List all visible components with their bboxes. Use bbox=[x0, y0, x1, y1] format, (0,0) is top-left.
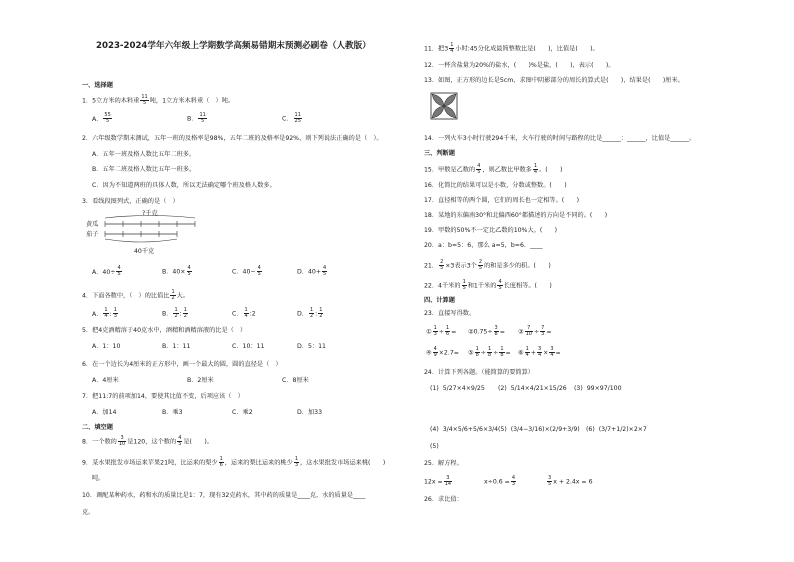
q24-item-2: (2) 5/14×4/21×15/26 bbox=[498, 385, 567, 392]
question-19: 19．甲数的50%不一定比乙数的10%大。( ) bbox=[424, 227, 558, 234]
question-2-option-c[interactable]: C．因为不知道两班的具体人数，所以无法确定哪个班及格人数多。 bbox=[92, 182, 276, 189]
q23-item-5: ⑤ $\frac{1}{8}$ ÷ $\frac{1}{8}$ ÷ $\frac{1}{8}$ = bbox=[468, 346, 511, 358]
question-16: 16．化简比的结果可以是小数，分数或整数。( ) bbox=[424, 182, 567, 189]
question-9: 9．某水果批发市场运来苹果21吨，比运来的梨少 $\frac{1}{6}$ ，运来的梨比运来的桃少 $\frac{1}{3}$ ，这水果批发市场运来桃( ) bbox=[82, 456, 386, 468]
question-20: 20．a：b=5：6，那么 a=5，b=6．____ bbox=[424, 242, 543, 249]
section-judgement: 三、判断题 bbox=[424, 150, 455, 157]
question-1-options bbox=[92, 112, 301, 124]
question-6-option-c[interactable]: C．8厘米 bbox=[282, 377, 309, 384]
question-9-tail: 吨。 bbox=[92, 475, 105, 482]
segment-bottom-label: 40千克 bbox=[134, 248, 155, 255]
section-fill-blank: 二、填空题 bbox=[82, 424, 113, 431]
question-23: 23．直接写得数。 bbox=[424, 310, 476, 317]
question-5-option-c[interactable]: C．10：11 bbox=[232, 343, 265, 350]
question-3: 3．看线段图列式，正确的是（ ） bbox=[82, 198, 179, 205]
option-c[interactable]: C． $\frac{11}{25}$ bbox=[282, 112, 301, 124]
question-24: 24．计算下列各题。（能简算的要简算） bbox=[424, 369, 534, 376]
question-4: 4．下面各数中，（ ）的比值比 $\frac{1}{2}$ 大。 bbox=[82, 289, 190, 301]
question-13: 13．如图，正方形的边长是5cm，求图中阴影部分的周长的算式是( )，结果是( )厘米。 bbox=[424, 77, 684, 84]
question-7-option-c[interactable]: C．乘2 bbox=[232, 409, 253, 416]
question-17: 17．直径相等的两个圆，它们的周长也一定相等。( ) bbox=[424, 197, 580, 204]
question-26: 26．求比值： bbox=[424, 496, 463, 503]
question-6-option-b[interactable]: B．2厘米 bbox=[187, 377, 214, 384]
question-5-option-b[interactable]: B．1：11 bbox=[162, 343, 191, 350]
question-10-tail: 克。 bbox=[82, 509, 95, 516]
q23-item-6: ⑥ $\frac{1}{4}$ + $\frac{3}{4}$ × $\frac{3}{4}$ = bbox=[518, 346, 561, 358]
question-8: 8．一个数的 $\frac{3}{10}$ 是120，这个数的 $\frac{4}{5}$ 是( )。 bbox=[82, 435, 213, 447]
question-7: 7．把11:7的前项加14，要使其比值不变，后项应该（ ） bbox=[82, 393, 244, 400]
question-22: 22．4千米的 $\frac{1}{5}$ 和1千米的 $\frac{4}{5}$ 长度相等。( ) bbox=[424, 279, 552, 291]
option-c[interactable]: C．40− $\frac{4}{5}$ bbox=[232, 265, 261, 277]
question-1: 1．5立方米的木料重 $\frac{11}{5}$ 吨，1立方米木料重（ ）吨。 bbox=[82, 94, 235, 106]
question-3-options bbox=[92, 266, 392, 277]
question-7-option-b[interactable]: B．乘3 bbox=[162, 409, 183, 416]
option-b[interactable]: B．40× $\frac{4}{5}$ bbox=[162, 265, 191, 277]
q25-item-1: 12x = $\frac{3}{14}$ bbox=[424, 475, 452, 487]
section-choice: 一、选择题 bbox=[82, 82, 113, 89]
question-21: 21． $\frac{2}{5}$ ×3表示3个 $\frac{2}{5}$ 的和是多少的积。( ) bbox=[424, 259, 551, 271]
option-a[interactable]: A． $\frac{1}{4}$ : $\frac{1}{3}$ bbox=[92, 307, 117, 319]
question-11: 11．把3 $\frac{1}{4}$ 小时:45分化成最简整数比是( )，比值是( )。 bbox=[424, 42, 599, 54]
option-b[interactable]: B． $\frac{1}{2}$ : $\frac{1}{2}$ bbox=[162, 307, 187, 319]
option-d[interactable]: D．40+ $\frac{4}{5}$ bbox=[297, 265, 327, 277]
question-5: 5．把4克酒精溶于40克水中，酒精和酒精溶液的比是（ ） bbox=[82, 327, 247, 334]
page-title: 2023-2024学年六年级上学期数学高频易错期末预测必刷卷（人教版） bbox=[96, 41, 371, 51]
q23-item-2: ②0.75÷ $\frac{3}{8}$ = bbox=[468, 325, 505, 337]
q24-item-3: (3) 99×97/100 bbox=[574, 385, 622, 392]
segment-eggplant-label: 茄子 bbox=[86, 231, 99, 238]
option-b[interactable]: B． $\frac{11}{5}$ bbox=[187, 112, 206, 124]
square-leaf-figure bbox=[430, 92, 458, 120]
question-15: 15．甲数是乙数的 $\frac{4}{5}$ ，则乙数比甲数多 $\frac{1}{4}$ 。( ) bbox=[424, 163, 563, 175]
question-2-option-b[interactable]: B．五年二班及格人数比五年一班多。 bbox=[92, 166, 196, 173]
q23-item-4: ④ $\frac{4}{9}$ ×2.7= bbox=[426, 346, 459, 358]
q24-item-5: (5) (3/4−3/16)×(2/9+3/9) bbox=[498, 426, 580, 433]
question-25: 25．解方程。 bbox=[424, 460, 463, 467]
question-6: 6．在一个边长为4厘米的正方形中，画一个最大的圆，圆的直径是（ ） bbox=[82, 361, 282, 368]
question-12: 12．一杯含盐量为20%的盐水，( )%是盐，( )，表示( )。 bbox=[424, 62, 615, 69]
segment-cucumber-label: 黄瓜 bbox=[86, 221, 99, 228]
q25-item-2: x÷0.6 = $\frac{4}{3}$ bbox=[484, 475, 516, 487]
question-2: 2．六年级数学期末测试，五年一班的及格率是98%，五年二班的及格率是92%，则下列说法正确的是（ ）。 bbox=[82, 135, 383, 142]
option-c[interactable]: C． $\frac{1}{4}$ :2 bbox=[232, 307, 256, 319]
question-4-options bbox=[92, 308, 392, 319]
option-a[interactable]: A． $\frac{55}{5}$ bbox=[92, 112, 111, 124]
q24-item-5-repeat: (5) bbox=[430, 443, 439, 450]
section-calculation: 四、计算题 bbox=[424, 297, 455, 304]
q23-item-3: ③ $\frac{7}{10}$ ÷ $\frac{7}{3}$ = bbox=[518, 325, 552, 337]
segment-top-label: ?千克 bbox=[142, 210, 158, 217]
q24-item-1: (1) 5/27×4×9/25 bbox=[430, 385, 485, 392]
question-5-option-d[interactable]: D．5：11 bbox=[297, 343, 326, 350]
q23-item-1: ① $\frac{1}{3}$ ÷ $\frac{1}{6}$ = bbox=[426, 325, 457, 337]
question-10: 10．调配某种药水，药和水的质量比是1：7，现有32克药水，其中药的质量是____克，水的质量是____ bbox=[82, 492, 366, 499]
question-7-option-a[interactable]: A．加14 bbox=[92, 409, 117, 416]
q24-item-4: (4) 3/4×5/6+5/6×3/4 bbox=[430, 426, 499, 433]
question-14: 14．一列火车3小时行驶294千米，火车行驶的时间与路程的比是______：______，比值是______。 bbox=[424, 135, 696, 142]
q25-item-3: $\frac{3}{5}$ x + 2.4x = 6 bbox=[548, 475, 593, 487]
question-6-option-a[interactable]: A．4厘米 bbox=[92, 377, 119, 384]
line-segment-diagram bbox=[100, 214, 210, 250]
question-5-option-a[interactable]: A．1：10 bbox=[92, 343, 121, 350]
question-18: 18．某地的东偏南30°和北偏西60°都描述的方向是不同的。( ) bbox=[424, 212, 608, 219]
question-7-option-d[interactable]: D．加33 bbox=[297, 409, 323, 416]
option-d[interactable]: D． $\frac{1}{2}$ : $\frac{1}{2}$ bbox=[297, 307, 323, 319]
q24-item-6: (6) (3/7+1/2)×2×7 bbox=[586, 426, 647, 433]
option-a[interactable]: A．40÷ $\frac{4}{5}$ bbox=[92, 265, 121, 277]
question-2-option-a[interactable]: A．五年一班及格人数比五年二班多。 bbox=[92, 151, 196, 158]
